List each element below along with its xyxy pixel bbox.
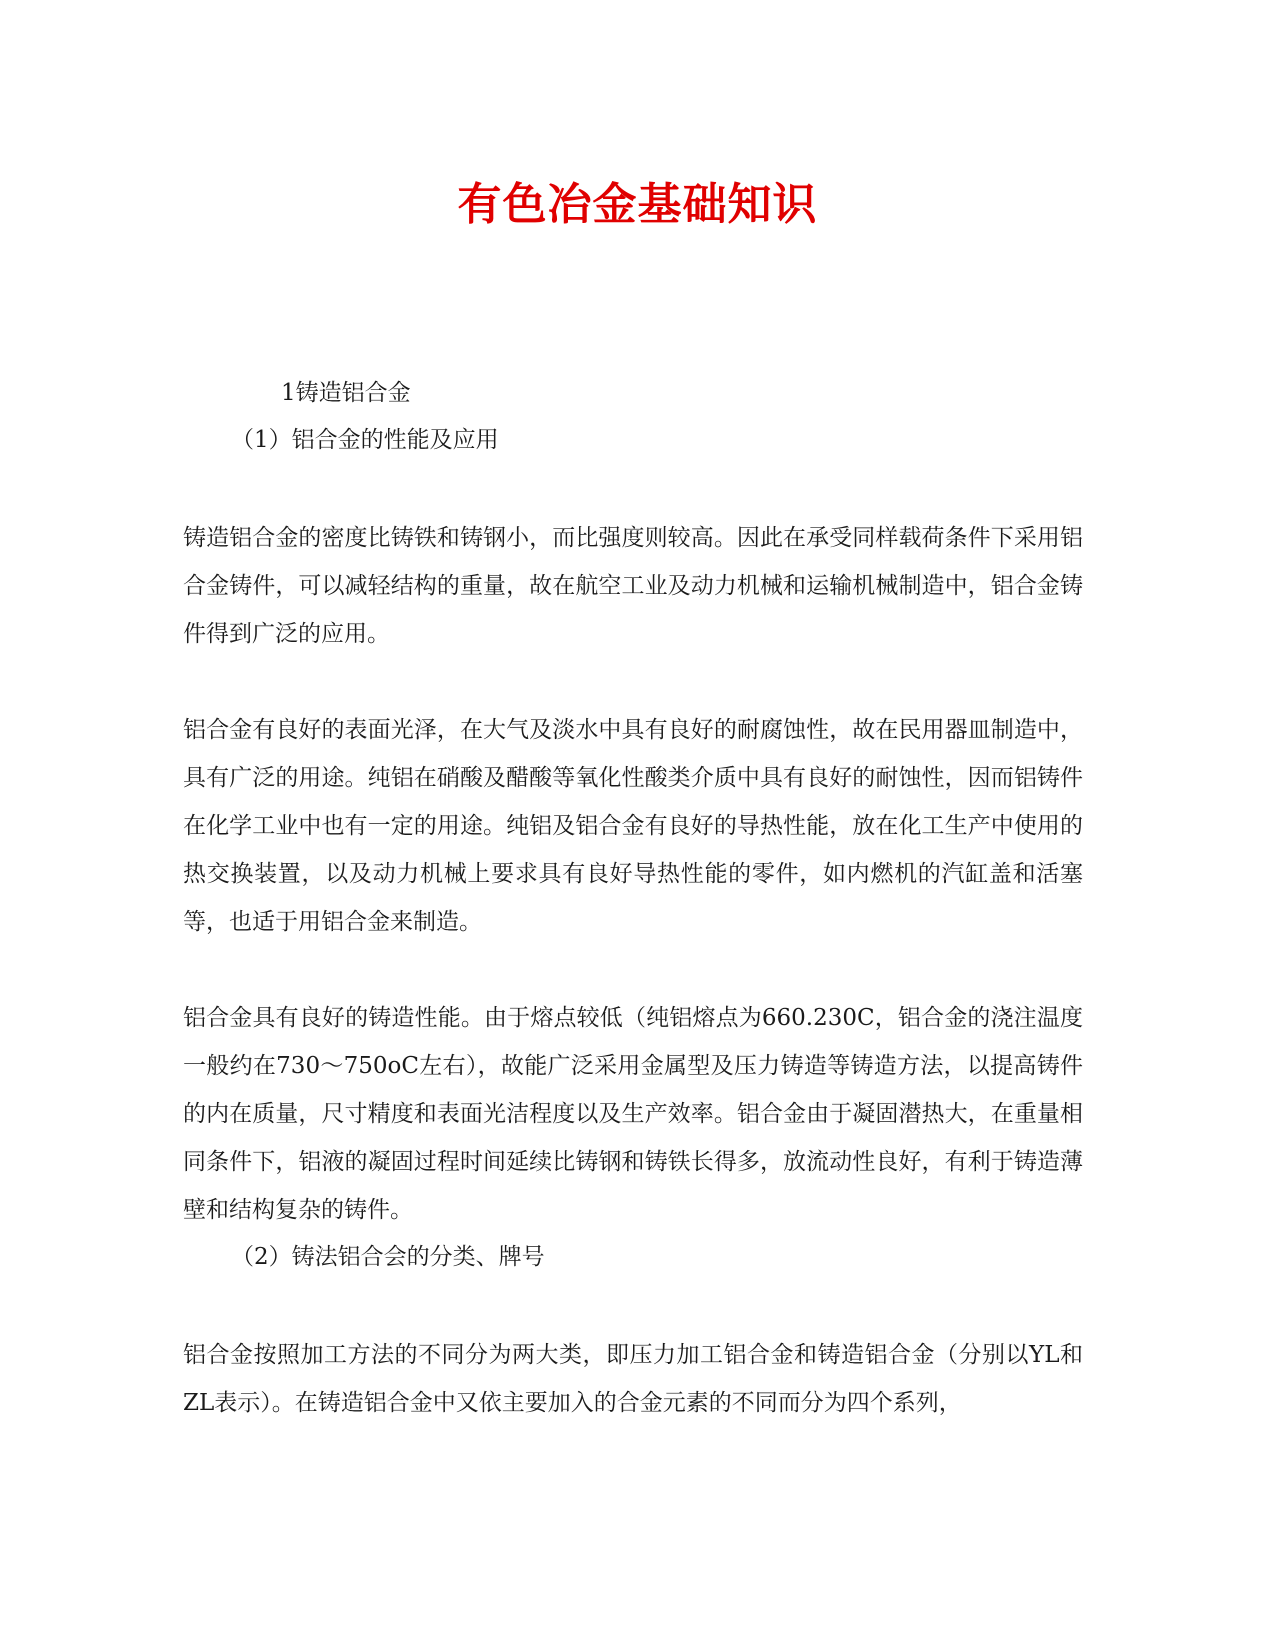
document-body	[183, 370, 1083, 1427]
subsection-heading-2: （2）铸法铝合会的分类、牌号	[231, 1244, 545, 1270]
paragraph-2: 铝合金有良好的表面光泽，在大气及淡水中具有良好的耐腐蚀性，故在民用器皿制造中，具有广泛的用途。纯铝在硝酸及醋酸等氧化性酸类介质中具有良好的耐蚀性，因而铝铸件在化学工业中也有一定的用途。纯铝及铝合金有良好的导热性能，放在化工生产中使用的热交换装置，以及动力机械上要求具有良好导热性能的零件，如内燃机的汽缸盖和活塞等，也适于用铝合金来制造。	[183, 717, 1083, 935]
paragraph-3: 铝合金具有良好的铸造性能。由于熔点较低（纯铝熔点为660.230C，铝合金的浇注温度一般约在730～750oC左右），故能广泛采用金属型及压力铸造等铸造方法，以提高铸件的内在质量，尺寸精度和表面光洁程度以及生产效率。铝合金由于凝固潜热大，在重量相同条件下，铝液的凝固过程时间延续比铸钢和铸铁长得多，放流动性良好，有利于铸造薄壁和结构复杂的铸件。	[183, 1005, 1083, 1223]
paragraph-1: 铸造铝合金的密度比铸铁和铸钢小，而比强度则较高。因此在承受同样载荷条件下采用铝合金铸件，可以减轻结构的重量，故在航空工业及动力机械和运输机械制造中，铝合金铸件得到广泛的应用。	[183, 525, 1083, 647]
subsection-heading-1: （1）铝合金的性能及应用	[231, 427, 499, 453]
section-heading: 1铸造铝合金	[281, 380, 411, 406]
page-title: 有色冶金基础知识	[457, 179, 818, 230]
paragraph-4: 铝合金按照加工方法的不同分为两大类，即压力加工铝合金和铸造铝合金（分别以YL和ZL表示）。在铸造铝合金中又依主要加入的合金元素的不同而分为四个系列，	[183, 1342, 1083, 1416]
